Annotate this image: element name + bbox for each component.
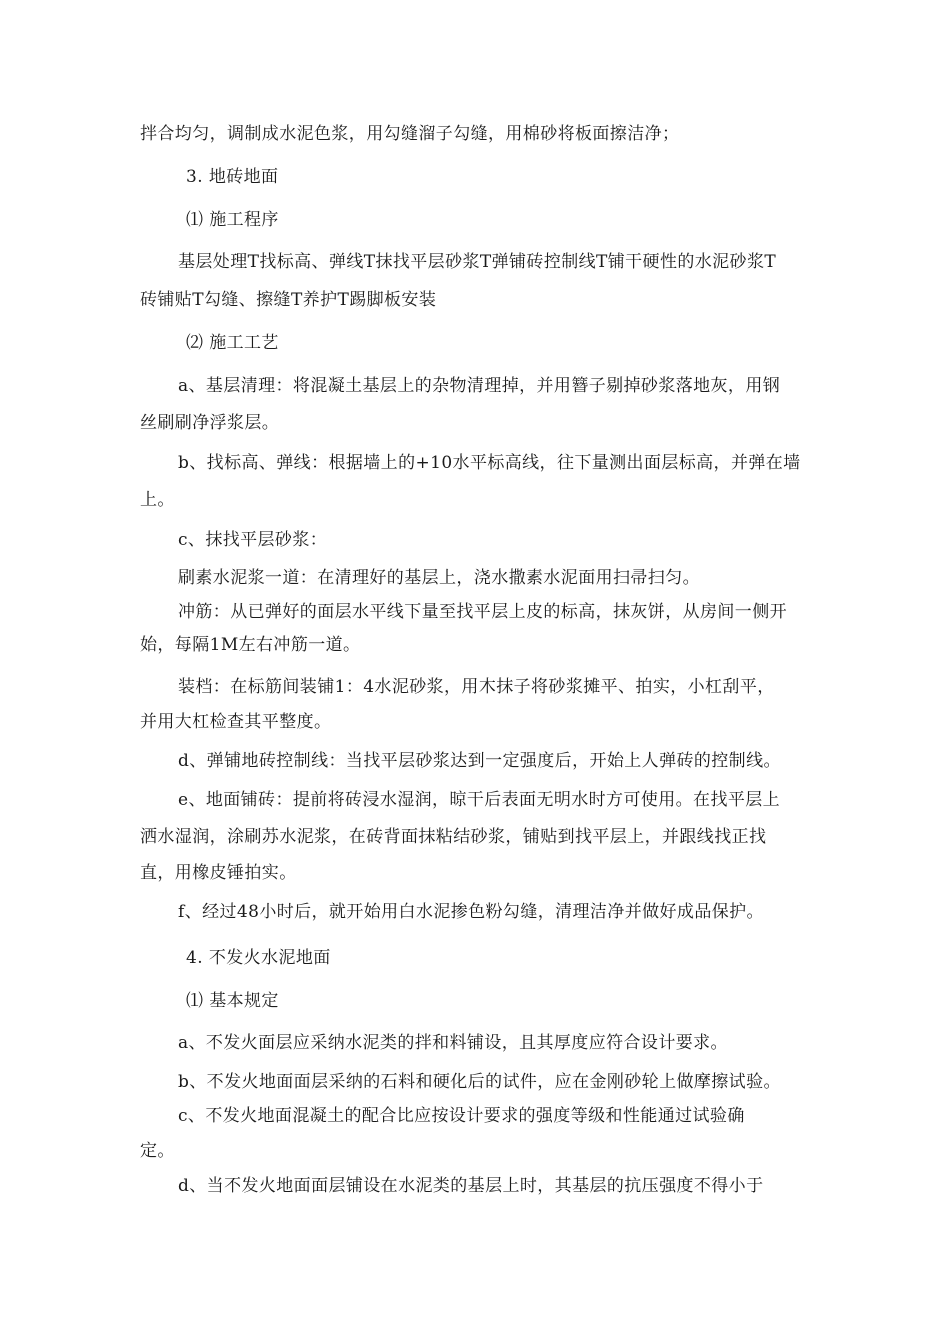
paragraph-line: 始，每隔1M左右冲筋一道。	[140, 635, 361, 655]
paragraph-line: b、找标高、弹线：根据墙上的+10水平标高线，往下量测出面层标高，并弹在墙	[178, 453, 801, 473]
paragraph-line: 装档：在标筋间装铺1：4水泥砂浆，用木抹子将砂浆摊平、拍实，小杠刮平，	[178, 677, 775, 697]
subsection-heading: ⑴ 施工程序	[186, 210, 279, 230]
paragraph-line: e、地面铺砖：提前将砖浸水湿润，晾干后表面无明水时方可使用。在找平层上	[178, 790, 781, 810]
paragraph-line: 定。	[140, 1141, 175, 1161]
paragraph-line: d、当不发火地面面层铺设在水泥类的基层上时，其基层的抗压强度不得小于	[178, 1176, 764, 1196]
paragraph-line: 拌合均匀，调制成水泥色浆，用勾缝溜子勾缝，用棉砂将板面擦洁净；	[140, 124, 680, 144]
subsection-heading: ⑵ 施工工艺	[186, 333, 279, 353]
paragraph-line: b、不发火地面面层采纳的石料和硬化后的试件，应在金刚砂轮上做摩擦试验。	[178, 1072, 781, 1092]
paragraph-line: 并用大杠检查其平整度。	[140, 712, 332, 732]
paragraph-line: d、弹铺地砖控制线：当找平层砂浆达到一定强度后，开始上人弹砖的控制线。	[178, 751, 781, 771]
paragraph-line: 刷素水泥浆一道：在清理好的基层上，浇水撒素水泥面用扫帚扫匀。	[178, 568, 700, 588]
paragraph-line: 洒水湿润，涂刷苏水泥浆，在砖背面抹粘结砂浆，铺贴到找平层上，并跟线找正找	[140, 827, 767, 847]
paragraph-line: f、经过48小时后，就开始用白水泥掺色粉勾缝，清理洁净并做好成品保护。	[178, 902, 764, 922]
paragraph-line: 冲筋：从已弹好的面层水平线下量至找平层上皮的标高，抹灰饼，从房间一侧开	[178, 602, 787, 622]
section-heading: 3. 地砖地面	[186, 167, 279, 187]
paragraph-line: c、抹找平层砂浆：	[178, 530, 328, 550]
subsection-heading: ⑴ 基本规定	[186, 991, 279, 1011]
paragraph-line: c、不发火地面混凝土的配合比应按设计要求的强度等级和性能通过试验确	[178, 1106, 745, 1126]
paragraph-line: 上。	[140, 490, 175, 510]
paragraph-line: 砖铺贴T勾缝、擦缝T养护T踢脚板安装	[140, 290, 437, 310]
section-heading: 4. 不发火水泥地面	[186, 948, 331, 968]
paragraph-line: a、基层清理：将混凝土基层上的杂物清理掉，并用簪子剔掉砂浆落地灰，用钢	[178, 376, 781, 396]
paragraph-line: 基层处理T找标高、弹线T抹找平层砂浆T弹铺砖控制线T铺干硬性的水泥砂浆T	[178, 252, 777, 272]
paragraph-line: 直，用橡皮锤拍实。	[140, 863, 297, 883]
paragraph-line: a、不发火面层应采纳水泥类的拌和料铺设，且其厚度应符合设计要求。	[178, 1033, 728, 1053]
paragraph-line: 丝刷刷净浮浆层。	[140, 413, 280, 433]
